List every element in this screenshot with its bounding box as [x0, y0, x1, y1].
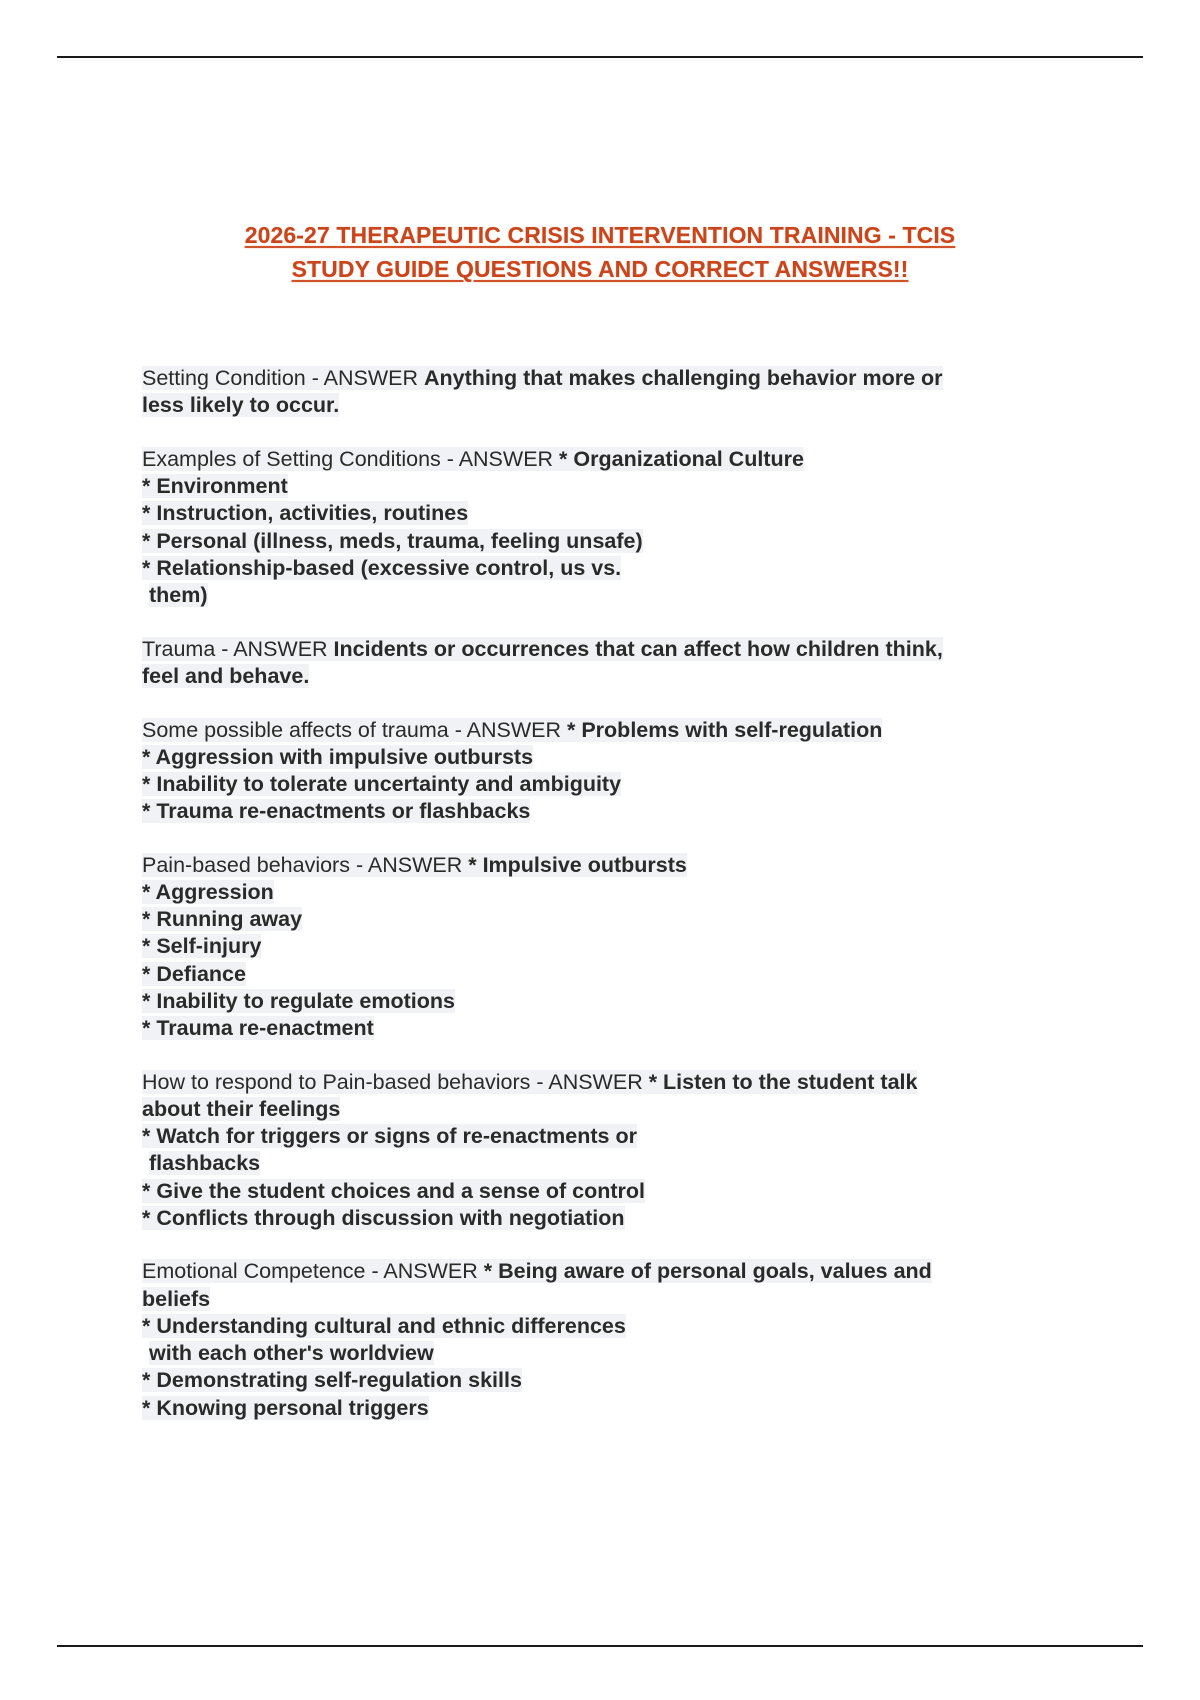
qa-answer-line: * Being aware of personal goals, values and: [483, 1259, 932, 1284]
qa-answer-line: * Watch for triggers or signs of re-enactments or: [142, 1124, 637, 1149]
qa-answer-line: * Conflicts through discussion with negotiation: [142, 1205, 625, 1230]
qa-answer-line: beliefs: [142, 1286, 211, 1311]
qa-answer-line: * Knowing personal triggers: [142, 1395, 429, 1420]
qa-item-respond-pain-based: [142, 1069, 1062, 1232]
qa-answer-line: * Instruction, activities, routines: [142, 501, 469, 526]
study-guide-content: [142, 365, 1062, 1448]
qa-answer-line: * Inability to regulate emotions: [142, 988, 455, 1013]
qa-answer-line: * Trauma re-enactment: [142, 1016, 374, 1041]
qa-answer-line: * Organizational Culture: [559, 446, 804, 471]
qa-item-setting-condition: [142, 365, 1062, 419]
qa-answer-line: * Demonstrating self-regulation skills: [142, 1368, 522, 1393]
qa-item-emotional-competence: [142, 1258, 1062, 1421]
qa-answer-line: * Trauma re-enactments or flashbacks: [142, 799, 531, 824]
title-line-1: 2026-27 THERAPEUTIC CRISIS INTERVENTION TRAINING - TCIS: [244, 222, 956, 248]
qa-term: Pain-based behaviors - ANSWER: [142, 852, 469, 877]
qa-term: Trauma - ANSWER: [142, 636, 334, 661]
qa-answer-line: flashbacks: [149, 1151, 261, 1176]
qa-answer-line: * Environment: [142, 474, 288, 499]
top-rule: [57, 56, 1143, 58]
qa-term: Some possible affects of trauma - ANSWER: [142, 717, 567, 742]
qa-term: Examples of Setting Conditions - ANSWER: [142, 446, 560, 471]
qa-answer-line: * Give the student choices and a sense of control: [142, 1178, 645, 1203]
qa-answer-line: about their feelings: [142, 1096, 341, 1121]
qa-answer-line: * Self-injury: [142, 934, 262, 959]
qa-term: Setting Condition - ANSWER: [142, 366, 425, 390]
qa-answer-line: Incidents or occurrences that can affect how children think,: [333, 636, 943, 661]
qa-answer-line: * Impulsive outbursts: [468, 852, 687, 877]
qa-answer-line: less likely to occur.: [142, 393, 340, 418]
qa-term: Emotional Competence - ANSWER: [142, 1259, 484, 1284]
document-title: [0, 218, 1200, 286]
qa-answer-line: Anything that makes challenging behavior more or: [424, 366, 943, 390]
qa-answer-line: * Understanding cultural and ethnic differences: [142, 1313, 626, 1338]
qa-item-examples-setting-conditions: [142, 446, 1062, 609]
bottom-rule: [57, 1645, 1143, 1647]
title-line-2: STUDY GUIDE QUESTIONS AND CORRECT ANSWERS!!: [291, 256, 909, 282]
qa-answer-line: * Listen to the student talk: [648, 1069, 918, 1094]
qa-item-trauma: [142, 636, 1062, 690]
qa-answer-line: * Running away: [142, 907, 303, 932]
qa-answer-line: * Aggression: [142, 880, 274, 905]
qa-answer-line: * Relationship-based (excessive control, us vs.: [142, 555, 622, 580]
qa-term: How to respond to Pain-based behaviors - ANSWER: [142, 1069, 649, 1094]
qa-answer-line: them): [149, 582, 208, 607]
qa-item-affects-of-trauma: [142, 717, 1062, 826]
qa-answer-line: * Aggression with impulsive outbursts: [142, 744, 534, 769]
qa-item-pain-based-behaviors: [142, 852, 1062, 1042]
qa-answer-line: feel and behave.: [142, 663, 310, 688]
qa-answer-line: * Problems with self-regulation: [567, 717, 883, 742]
qa-answer-line: * Inability to tolerate uncertainty and ambiguity: [142, 771, 622, 796]
qa-answer-line: * Defiance: [142, 961, 246, 986]
qa-answer-line: * Personal (illness, meds, trauma, feeling unsafe): [142, 528, 643, 553]
qa-answer-line: with each other's worldview: [149, 1341, 434, 1366]
